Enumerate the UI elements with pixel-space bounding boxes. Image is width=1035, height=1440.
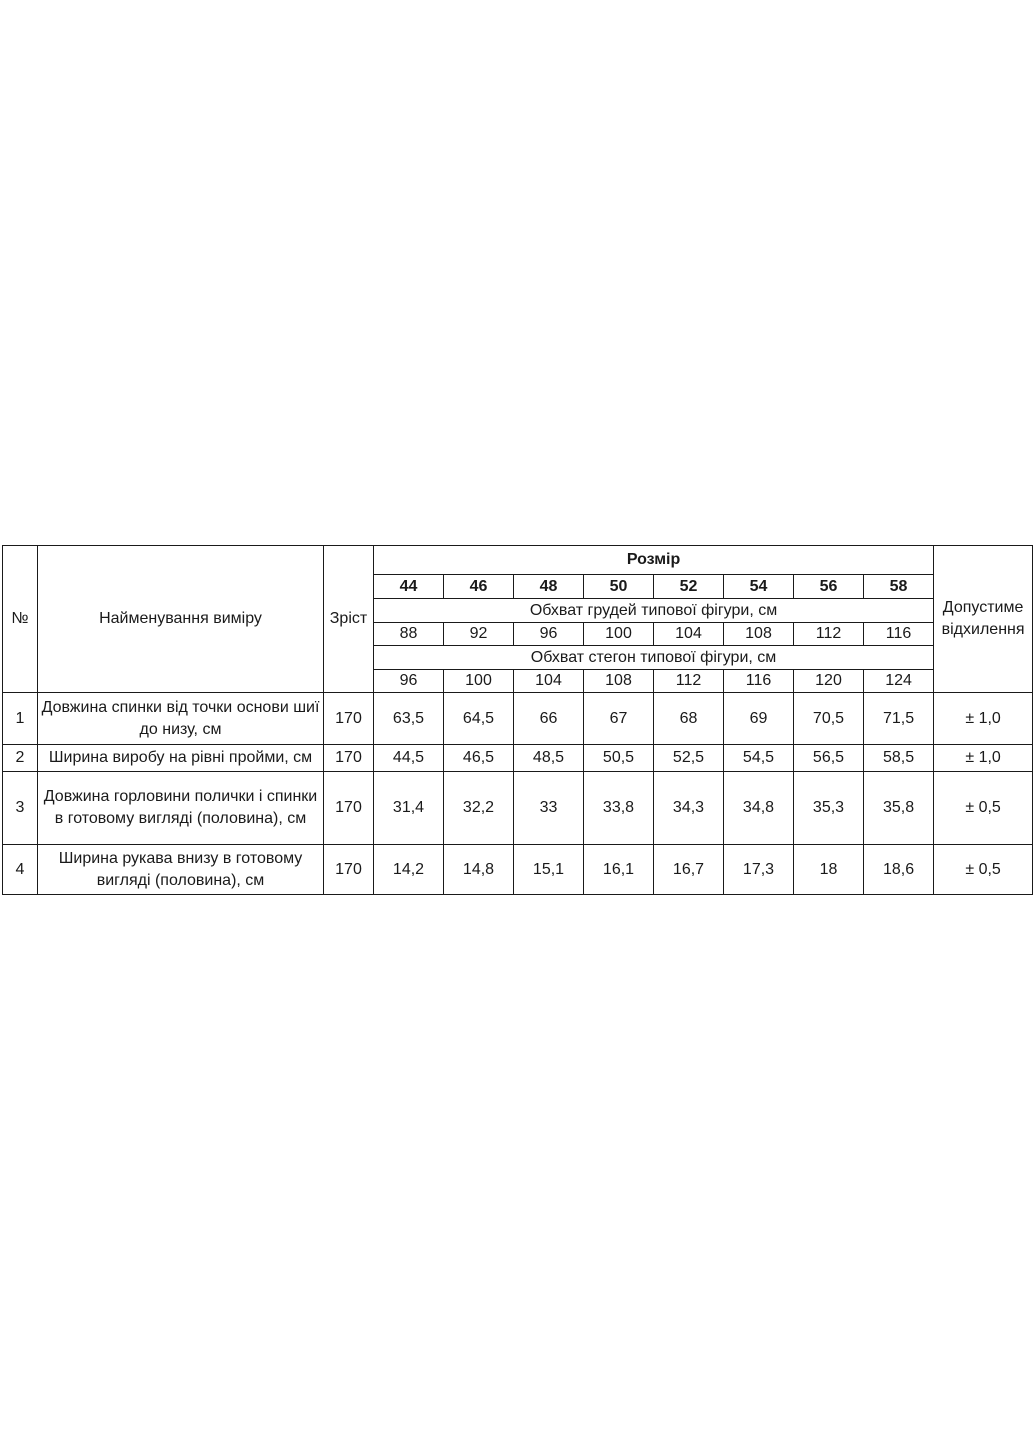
measurement-value: 18,6 — [864, 845, 934, 895]
measurement-value: 34,3 — [654, 772, 724, 845]
measurement-value: 67 — [584, 693, 654, 745]
measurement-value: 64,5 — [444, 693, 514, 745]
measurement-value: 70,5 — [794, 693, 864, 745]
measurement-value: 35,8 — [864, 772, 934, 845]
size-58: 58 — [864, 575, 934, 599]
chest-value: 96 — [514, 623, 584, 646]
measurement-value: 58,5 — [864, 745, 934, 772]
hips-value: 124 — [864, 670, 934, 693]
measurement-value: 35,3 — [794, 772, 864, 845]
hips-value: 100 — [444, 670, 514, 693]
measurement-value: 34,8 — [724, 772, 794, 845]
size-chart-table — [2, 545, 1033, 895]
size-56: 56 — [794, 575, 864, 599]
measurement-value: 18 — [794, 845, 864, 895]
row-height: 170 — [324, 745, 374, 772]
chest-value: 116 — [864, 623, 934, 646]
size-52: 52 — [654, 575, 724, 599]
measurement-row — [3, 693, 1033, 745]
measurement-value: 56,5 — [794, 745, 864, 772]
measurement-value: 48,5 — [514, 745, 584, 772]
hips-value: 116 — [724, 670, 794, 693]
header-height: Зріст — [324, 546, 374, 693]
measurement-name: Довжина спинки від точки основи шиї до низу, см — [38, 693, 324, 745]
measurement-row — [3, 845, 1033, 895]
measurement-value: 15,1 — [514, 845, 584, 895]
measurement-value: 71,5 — [864, 693, 934, 745]
size-50: 50 — [584, 575, 654, 599]
size-48: 48 — [514, 575, 584, 599]
header-number: № — [3, 546, 38, 693]
measurement-value: 14,2 — [374, 845, 444, 895]
hips-caption: Обхват стегон типової фігури, см — [374, 646, 934, 670]
header-size: Розмір — [374, 546, 934, 575]
measurement-value: 17,3 — [724, 845, 794, 895]
chest-value: 100 — [584, 623, 654, 646]
measurement-row — [3, 772, 1033, 845]
measurement-value: 14,8 — [444, 845, 514, 895]
hips-value: 104 — [514, 670, 584, 693]
row-height: 170 — [324, 693, 374, 745]
measurement-value: 16,7 — [654, 845, 724, 895]
row-number: 1 — [3, 693, 38, 745]
chest-value: 92 — [444, 623, 514, 646]
header-measurement-name: Найменування виміру — [38, 546, 324, 693]
chest-value: 104 — [654, 623, 724, 646]
row-number: 2 — [3, 745, 38, 772]
size-44: 44 — [374, 575, 444, 599]
hips-value: 112 — [654, 670, 724, 693]
row-height: 170 — [324, 845, 374, 895]
header-row-size — [3, 546, 1033, 575]
measurement-name: Довжина горловини полички і спинки в готовому вигляді (половина), см — [38, 772, 324, 845]
row-number: 3 — [3, 772, 38, 845]
chest-value: 88 — [374, 623, 444, 646]
measurement-value: 31,4 — [374, 772, 444, 845]
measurement-value: 66 — [514, 693, 584, 745]
size-46: 46 — [444, 575, 514, 599]
measurement-value: 69 — [724, 693, 794, 745]
hips-value: 96 — [374, 670, 444, 693]
row-number: 4 — [3, 845, 38, 895]
size-54: 54 — [724, 575, 794, 599]
measurement-name: Ширина виробу на рівні пройми, см — [38, 745, 324, 772]
measurement-value: 46,5 — [444, 745, 514, 772]
measurement-name: Ширина рукава внизу в готовому вигляді (половина), см — [38, 845, 324, 895]
measurement-value: 33 — [514, 772, 584, 845]
measurement-value: 54,5 — [724, 745, 794, 772]
chest-caption: Обхват грудей типової фігури, см — [374, 599, 934, 623]
row-height: 170 — [324, 772, 374, 845]
measurement-row — [3, 745, 1033, 772]
chest-value: 108 — [724, 623, 794, 646]
measurement-value: 32,2 — [444, 772, 514, 845]
measurement-value: 52,5 — [654, 745, 724, 772]
hips-value: 120 — [794, 670, 864, 693]
chest-value: 112 — [794, 623, 864, 646]
measurement-value: 33,8 — [584, 772, 654, 845]
row-tolerance: ± 1,0 — [934, 745, 1033, 772]
measurement-value: 16,1 — [584, 845, 654, 895]
measurement-value: 68 — [654, 693, 724, 745]
row-tolerance: ± 0,5 — [934, 845, 1033, 895]
header-tolerance: Допустиме відхилення — [934, 546, 1033, 693]
row-tolerance: ± 0,5 — [934, 772, 1033, 845]
measurement-value: 44,5 — [374, 745, 444, 772]
measurement-value: 63,5 — [374, 693, 444, 745]
row-tolerance: ± 1,0 — [934, 693, 1033, 745]
hips-value: 108 — [584, 670, 654, 693]
measurement-value: 50,5 — [584, 745, 654, 772]
